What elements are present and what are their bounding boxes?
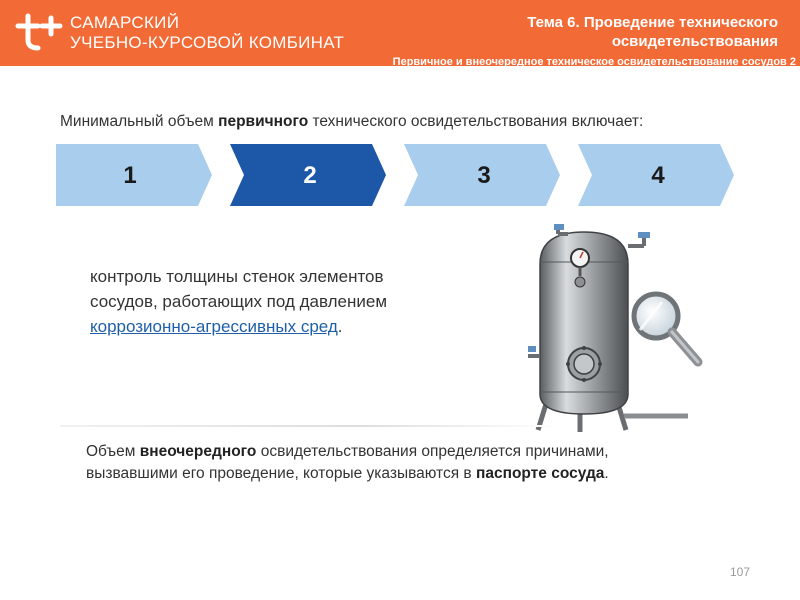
page-number: 107 — [730, 565, 751, 579]
org-name — [70, 13, 344, 53]
extraordinary-inspection-note — [86, 441, 726, 485]
step-description-line1: контроль толщины стенок элементов — [90, 267, 384, 286]
step-number: 2 — [303, 162, 317, 189]
step-2[interactable] — [230, 144, 386, 206]
step-number: 3 — [477, 162, 491, 189]
intro-text-bold: первичного — [218, 113, 309, 130]
intro-text-after: технического освидетельствования включает: — [308, 113, 644, 130]
step-3[interactable] — [404, 144, 560, 206]
step-description-end: . — [337, 317, 343, 336]
step-description-line2: сосудов, работающих под давлением — [90, 292, 388, 311]
note-part1: Объем — [86, 443, 140, 460]
intro-text — [60, 113, 760, 131]
logo-icon — [12, 10, 64, 54]
note-part2: освидетельствования определяется причинами, — [256, 443, 609, 460]
step-number: 4 — [651, 162, 665, 189]
corrosive-media-link[interactable]: коррозионно-агрессивных сред — [90, 317, 338, 336]
header-bar — [0, 0, 800, 66]
step-description — [90, 264, 490, 339]
org-name-line1: САМАРСКИЙ — [70, 13, 180, 32]
pressure-vessel-illustration — [528, 224, 708, 436]
step-number: 1 — [123, 162, 137, 189]
divider-line — [60, 425, 560, 427]
topic-title-line1: Тема 6. Проведение технического — [527, 14, 778, 31]
note-bold1: внеочередного — [139, 443, 257, 460]
intro-text-before: Минимальный объем — [60, 113, 219, 130]
step-arrows — [56, 144, 736, 206]
topic-title — [418, 13, 778, 51]
org-name-line2: УЧЕБНО-КУРСОВОЙ КОМБИНАТ — [70, 33, 345, 52]
subtopic-title: Первичное и внеочередное техническое освидетельствование сосудов 2 — [392, 56, 796, 68]
step-1[interactable] — [56, 144, 212, 206]
topic-title-line2: освидетельствования — [611, 33, 778, 50]
note-part3: вызвавшими его проведение, которые указываются в — [86, 465, 476, 482]
note-bold2: паспорте сосуда — [475, 465, 605, 482]
step-4[interactable] — [578, 144, 734, 206]
note-end: . — [604, 465, 609, 482]
